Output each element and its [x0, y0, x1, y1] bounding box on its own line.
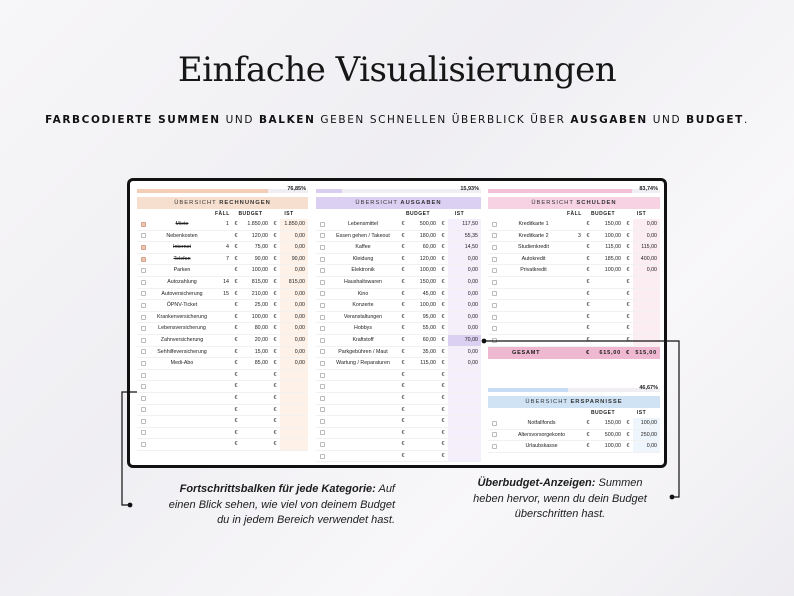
row-budget: 25,00: [254, 302, 268, 309]
subtitle-segment: UND: [220, 114, 259, 126]
currency-symbol: €: [626, 420, 630, 426]
currency-symbol: €: [401, 267, 405, 274]
panel-header-title: SCHULDEN: [576, 200, 617, 206]
currency-symbol: €: [234, 302, 238, 309]
row-ist: 0,00: [448, 323, 481, 334]
callout-right-text: Summen: [595, 477, 643, 489]
row-budget: 115,00: [420, 360, 436, 367]
currency-symbol: €: [586, 302, 590, 309]
currency-symbol: €: [401, 302, 405, 309]
subtitle-segment: .: [743, 114, 749, 126]
row-ist: 815,00: [280, 277, 308, 288]
currency-symbol: €: [586, 420, 590, 426]
row-name: Kino: [357, 290, 369, 297]
currency-symbol: €: [401, 371, 405, 378]
currency-symbol: €: [401, 360, 405, 367]
row-name: Autoversicherung: [161, 290, 203, 297]
currency-symbol: €: [441, 232, 445, 239]
currency-symbol: €: [401, 290, 405, 297]
currency-symbol: €: [234, 255, 238, 262]
row-ist: 55,35: [448, 231, 481, 242]
row-fall: 15: [223, 290, 229, 297]
right-connector-line: [484, 341, 679, 497]
currency-symbol: €: [273, 383, 277, 390]
right-connector-dot-top: [482, 339, 487, 344]
row-budget: 185,00: [604, 255, 621, 262]
row-budget: 45,00: [422, 290, 436, 297]
panel-header-prefix: ÜBERSICHT: [355, 200, 401, 206]
currency-symbol: €: [273, 302, 277, 309]
currency-symbol: €: [234, 348, 238, 355]
row-ist: 1.850,00: [280, 219, 308, 230]
subtitle-segment: BALKEN: [258, 114, 316, 126]
row-name: Haushaltswaren: [344, 278, 382, 285]
row-name: Notfallfonds: [527, 420, 556, 426]
currency-symbol: €: [401, 278, 405, 285]
currency-symbol: €: [441, 406, 445, 413]
callout-right-line2: heben hervor, wenn du dein Budget: [473, 492, 647, 505]
currency-symbol: €: [401, 383, 405, 390]
row-name: Krankenversicherung: [156, 313, 208, 320]
currency-symbol: €: [441, 267, 445, 274]
callout-progress-bars: [140, 482, 395, 529]
currency-symbol: €: [401, 418, 405, 425]
col-ist: IST: [636, 211, 647, 217]
currency-symbol: €: [273, 290, 277, 297]
currency-symbol: €: [626, 255, 630, 262]
currency-symbol: €: [441, 336, 445, 343]
currency-symbol: €: [586, 336, 590, 343]
currency-symbol: €: [273, 325, 277, 332]
currency-symbol: €: [273, 232, 277, 239]
row-ist: 400,00: [633, 254, 660, 265]
row-ist: 0,00: [280, 231, 308, 242]
currency-symbol: €: [441, 221, 445, 227]
currency-symbol: €: [234, 290, 238, 297]
subtitle-segment: BUDGET: [686, 114, 744, 126]
subtitle-segment: GEBEN SCHNELLEN ÜBERBLICK ÜBER: [315, 114, 571, 126]
row-ist: 70,00: [448, 335, 481, 346]
currency-symbol: €: [273, 429, 277, 436]
row-ist: 250,00: [633, 430, 660, 441]
col-fall: FÄLL: [215, 211, 230, 217]
progress-percent: 15,93%: [460, 186, 479, 192]
row-name: Veranstaltungen: [343, 313, 383, 320]
currency-symbol: €: [273, 441, 277, 448]
currency-symbol: €: [401, 348, 405, 355]
currency-symbol: €: [273, 244, 277, 251]
currency-symbol: €: [273, 418, 277, 425]
subtitle-segment: FARBCODIERTE SUMMEN: [45, 114, 221, 126]
currency-symbol: €: [401, 221, 405, 227]
row-ist: 0,00: [280, 300, 308, 311]
row-budget: 20,00: [254, 336, 268, 343]
row-ist: 0,00: [448, 300, 481, 311]
row-ist: 0,00: [280, 312, 308, 323]
row-fall: 3: [578, 232, 581, 239]
row-budget: 150,00: [419, 278, 436, 285]
row-ist: 0,00: [448, 277, 481, 288]
currency-symbol: €: [234, 278, 238, 285]
row-ist: 0,00: [633, 265, 660, 276]
row-ist: 117,50: [448, 219, 481, 230]
row-budget: 100,00: [251, 313, 268, 320]
row-budget: 815,00: [251, 278, 268, 285]
row-budget: 120,00: [251, 232, 268, 239]
panel-header-title: RECHNUNGEN: [219, 200, 271, 206]
row-ist: 0,00: [448, 312, 481, 323]
row-name: Wartung / Reparaturen: [336, 360, 390, 367]
row-budget: 1.850,00: [247, 221, 268, 227]
row-budget: 210,00: [251, 290, 268, 297]
currency-symbol: €: [401, 313, 405, 320]
row-budget: 60,00: [422, 336, 436, 343]
currency-symbol: €: [586, 313, 590, 320]
currency-symbol: €: [273, 221, 277, 227]
row-name: Konzerte: [352, 302, 374, 309]
row-name: Lebensversicherung: [158, 325, 206, 332]
currency-symbol: €: [401, 406, 405, 413]
row-ist: 100,00: [633, 418, 660, 429]
currency-symbol: €: [234, 313, 238, 320]
currency-symbol: €: [441, 394, 445, 401]
row-budget: 100,00: [604, 267, 621, 274]
progress-percent: 46,67%: [639, 385, 658, 391]
currency-symbol: €: [441, 452, 445, 459]
col-ist: IST: [284, 211, 294, 217]
row-ist: 0,00: [448, 358, 481, 369]
col-ist: IST: [636, 410, 647, 416]
col-budget: BUDGET: [590, 410, 616, 416]
currency-symbol: €: [401, 452, 405, 459]
callout-left-text: Auf: [375, 483, 395, 495]
callout-over-budget: [455, 476, 665, 523]
col-ist: IST: [454, 211, 465, 217]
row-name: Urlaubskasse: [525, 443, 558, 450]
currency-symbol: €: [273, 313, 277, 320]
row-name: Privatkredit: [520, 267, 547, 274]
row-name: Sehhilfeversicherung: [157, 348, 207, 355]
currency-symbol: €: [273, 406, 277, 413]
row-name: Zahnversicherung: [160, 336, 204, 343]
currency-symbol: €: [586, 349, 590, 356]
row-budget: 500,00: [419, 221, 436, 227]
left-connector-line: [122, 392, 137, 505]
row-budget: 150,00: [604, 221, 621, 227]
currency-symbol: €: [586, 244, 590, 251]
panel-header-prefix: ÜBERSICHT: [531, 200, 577, 206]
row-budget: 90,00: [254, 255, 268, 262]
currency-symbol: €: [234, 221, 238, 227]
currency-symbol: €: [626, 443, 630, 450]
total-label: GESAMT: [512, 349, 541, 356]
row-name: Parken: [173, 267, 191, 274]
currency-symbol: €: [234, 360, 238, 367]
currency-symbol: €: [234, 406, 238, 413]
row-ist: 0,00: [633, 441, 660, 452]
panel-header-title: ERSPARNISSE: [570, 399, 623, 405]
row-ist: 0,00: [280, 323, 308, 334]
row-budget: 115,00: [605, 244, 621, 251]
row-ist: 14,50: [448, 242, 481, 253]
currency-symbol: €: [234, 383, 238, 390]
currency-symbol: €: [234, 244, 238, 251]
row-name: Medi-Abo: [170, 360, 194, 367]
currency-symbol: €: [401, 325, 405, 332]
row-name: Kleidung: [352, 255, 374, 262]
row-fall: 14: [223, 278, 229, 285]
currency-symbol: €: [626, 313, 630, 320]
currency-symbol: €: [401, 255, 405, 262]
currency-symbol: €: [441, 429, 445, 436]
currency-symbol: €: [234, 371, 238, 378]
row-budget: 180,00: [419, 232, 436, 239]
currency-symbol: €: [273, 267, 277, 274]
row-fall: 7: [226, 255, 229, 262]
currency-symbol: €: [626, 290, 630, 297]
currency-symbol: €: [586, 278, 590, 285]
row-budget: 100,00: [604, 232, 621, 239]
row-ist: 0,00: [280, 265, 308, 276]
currency-symbol: €: [401, 441, 405, 448]
row-ist: 0,00: [633, 231, 660, 242]
currency-symbol: €: [273, 394, 277, 401]
row-ist: 0,00: [280, 242, 308, 253]
currency-symbol: €: [586, 267, 590, 274]
currency-symbol: €: [401, 429, 405, 436]
currency-symbol: €: [441, 371, 445, 378]
currency-symbol: €: [626, 325, 630, 332]
currency-symbol: €: [586, 232, 590, 239]
row-budget: 500,00: [604, 431, 621, 438]
panel-header-prefix: ÜBERSICHT: [525, 399, 571, 405]
currency-symbol: €: [626, 267, 630, 274]
row-name: Kreditkarte 1: [518, 221, 549, 227]
currency-symbol: €: [273, 278, 277, 285]
left-connector-dot: [128, 503, 133, 508]
currency-symbol: €: [234, 336, 238, 343]
row-name: Autozahlung: [167, 278, 197, 285]
currency-symbol: €: [441, 360, 445, 367]
currency-symbol: €: [234, 429, 238, 436]
currency-symbol: €: [273, 336, 277, 343]
total-budget: 615,00: [599, 349, 621, 356]
currency-symbol: €: [234, 441, 238, 448]
currency-symbol: €: [586, 221, 590, 227]
row-name: Parkgebühren / Maut: [338, 348, 388, 355]
page-title: Einfache Visualisierungen: [177, 50, 617, 90]
currency-symbol: €: [441, 383, 445, 390]
row-ist: 90,00: [280, 254, 308, 265]
currency-symbol: €: [234, 325, 238, 332]
row-budget: 100,00: [604, 443, 621, 450]
currency-symbol: €: [626, 244, 630, 251]
currency-symbol: €: [234, 394, 238, 401]
col-budget: BUDGET: [590, 211, 616, 217]
currency-symbol: €: [441, 302, 445, 309]
currency-symbol: €: [234, 232, 238, 239]
currency-symbol: €: [273, 360, 277, 367]
row-name: Altersvorsorgekonto: [517, 431, 566, 438]
currency-symbol: €: [273, 371, 277, 378]
currency-symbol: €: [586, 290, 590, 297]
row-budget: 100,00: [419, 267, 436, 274]
currency-symbol: €: [626, 278, 630, 285]
row-name: Studienkredit: [518, 244, 549, 251]
row-name: Lebensmittel: [347, 221, 379, 227]
currency-symbol: €: [441, 418, 445, 425]
right-connector-dot: [670, 495, 675, 500]
row-fall: 4: [226, 244, 229, 251]
row-name: Elektronik: [351, 267, 375, 274]
currency-symbol: €: [441, 290, 445, 297]
currency-symbol: €: [626, 302, 630, 309]
currency-symbol: €: [441, 313, 445, 320]
currency-symbol: €: [586, 443, 590, 450]
row-ist: 0,00: [280, 358, 308, 369]
row-budget: 150,00: [604, 420, 621, 426]
row-name: Kreditkarte 2: [518, 232, 549, 239]
row-budget: 60,00: [422, 244, 436, 251]
row-budget: 75,00: [254, 244, 268, 251]
row-ist: 115,00: [633, 242, 660, 253]
currency-symbol: €: [586, 325, 590, 332]
currency-symbol: €: [401, 244, 405, 251]
row-budget: 85,00: [254, 360, 268, 367]
row-name: ÖPNV-Ticket: [166, 302, 198, 309]
progress-percent: 83,74%: [639, 186, 658, 192]
currency-symbol: €: [441, 278, 445, 285]
subtitle-segment: UND: [647, 114, 687, 126]
currency-symbol: €: [586, 431, 590, 438]
panel-header-prefix: ÜBERSICHT: [174, 200, 220, 206]
col-fall: FÄLL: [567, 211, 582, 217]
row-budget: 80,00: [254, 325, 268, 332]
row-ist: 0,00: [448, 254, 481, 265]
row-ist: 0,00: [633, 219, 660, 230]
subtitle-segment: AUSGABEN: [570, 114, 648, 126]
currency-symbol: €: [441, 348, 445, 355]
callout-right-heading: Überbudget-Anzeigen:: [477, 477, 596, 489]
currency-symbol: €: [626, 336, 630, 343]
currency-symbol: €: [401, 336, 405, 343]
row-name: Kraftstoff: [352, 336, 374, 343]
callout-right-line3: überschritten hast.: [514, 508, 606, 520]
row-name: Hobbys: [354, 325, 372, 332]
row-budget: 120,00: [419, 255, 436, 262]
col-budget: BUDGET: [238, 211, 263, 217]
col-budget: BUDGET: [405, 211, 431, 217]
callout-left-line3: du in jedem Bereich verwendet hast.: [217, 514, 395, 526]
currency-symbol: €: [441, 244, 445, 251]
row-name: Telefon: [173, 255, 191, 262]
currency-symbol: €: [586, 255, 590, 262]
row-budget: 55,00: [422, 325, 436, 332]
row-fall: 1: [226, 221, 229, 227]
currency-symbol: €: [626, 232, 630, 239]
row-name: Kaffee: [355, 244, 371, 251]
currency-symbol: €: [273, 255, 277, 262]
currency-symbol: €: [401, 232, 405, 239]
currency-symbol: €: [626, 431, 630, 438]
row-name: Essen gehen / Takeout: [336, 232, 390, 239]
row-ist: 0,00: [280, 347, 308, 358]
total-ist: 515,00: [635, 349, 657, 356]
currency-symbol: €: [441, 255, 445, 262]
row-ist: 0,00: [280, 289, 308, 300]
row-budget: 100,00: [251, 267, 268, 274]
row-name: Nebenkosten: [166, 232, 198, 239]
currency-symbol: €: [626, 221, 630, 227]
panel-header-title: AUSGABEN: [400, 200, 442, 206]
currency-symbol: €: [234, 267, 238, 274]
row-name: Autokredit: [521, 255, 546, 262]
currency-symbol: €: [273, 348, 277, 355]
row-ist: 0,00: [448, 289, 481, 300]
row-budget: 100,00: [419, 302, 436, 309]
row-budget: 95,00: [422, 313, 436, 320]
currency-symbol: €: [441, 441, 445, 448]
row-budget: 35,00: [422, 348, 436, 355]
row-budget: 15,00: [254, 348, 268, 355]
currency-symbol: €: [234, 418, 238, 425]
callout-left-heading: Fortschrittsbalken für jede Kategorie:: [179, 483, 376, 495]
row-ist: 0,00: [280, 335, 308, 346]
currency-symbol: €: [401, 394, 405, 401]
row-ist: 0,00: [448, 265, 481, 276]
row-name: Miete: [175, 221, 189, 227]
currency-symbol: €: [441, 325, 445, 332]
currency-symbol: €: [626, 349, 630, 356]
row-ist: 0,00: [448, 347, 481, 358]
callout-left-line2: einen Blick sehen, wie viel von deinem Budget: [168, 498, 395, 511]
progress-percent: 76,85%: [287, 186, 306, 192]
row-name: Internet: [173, 244, 191, 251]
